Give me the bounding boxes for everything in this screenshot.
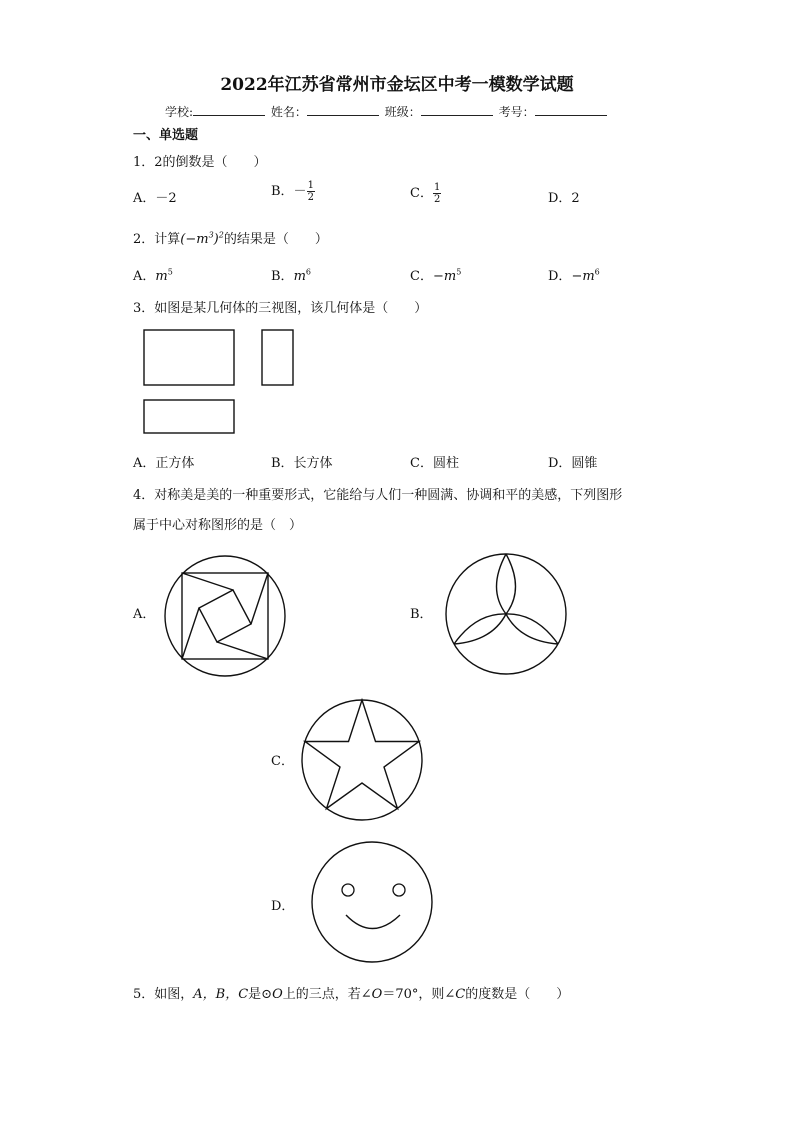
q4-option-a-figure [162, 553, 288, 679]
q4-option-c-label[interactable]: C． [271, 754, 294, 769]
q2-option-c[interactable]: C．$-m^5$ [410, 267, 462, 284]
class-label: 班级： [384, 105, 421, 119]
school-blank[interactable] [193, 103, 265, 116]
q1-option-d[interactable]: D．2 [548, 191, 580, 206]
q2-stem-suffix: 的结果是（ ） [223, 232, 328, 247]
q1-option-c[interactable] [410, 182, 441, 205]
q4-option-d-figure [310, 840, 434, 964]
student-info-line [165, 103, 609, 120]
q2-option-b[interactable]: B．$m^6$ [271, 267, 311, 284]
q2-stem-prefix: 2．计算 [133, 232, 181, 247]
outer-circle [302, 700, 422, 820]
five-point-star [305, 700, 419, 809]
q4-option-b-figure [443, 551, 569, 677]
q2-stem [133, 228, 328, 247]
exam-no-label: 考号： [498, 105, 535, 119]
q1-option-b[interactable] [271, 180, 315, 203]
q4-stem-line1: 4．对称美是美的一种重要形式，它能给与人们一种圆满、协调和平的美感，下列图形 [133, 488, 623, 503]
q4-option-b-label[interactable]: B． [410, 607, 433, 622]
inscribed-square [182, 573, 268, 659]
q4-option-d-label[interactable]: D． [271, 899, 295, 914]
q1-option-c-label: C． [410, 186, 433, 201]
q3-option-b[interactable]: B．长方体 [271, 456, 333, 471]
q2-expression: $(-m^3)^2$ [180, 230, 224, 247]
q3-stem: 3．如图是某几何体的三视图，该几何体是（ ） [133, 301, 428, 316]
q3-option-c[interactable]: C．圆柱 [410, 456, 459, 471]
name-label: 姓名： [270, 105, 307, 119]
smile-mouth [346, 915, 400, 929]
q1-option-b-label: B．－ [271, 184, 307, 199]
q3-option-a[interactable]: A．正方体 [133, 456, 195, 471]
left-eye [342, 884, 354, 896]
q4-stem-line2: 属于中心对称图形的是（ ） [133, 518, 303, 533]
face-circle [312, 842, 432, 962]
page-title: 2022年江苏省常州市金坛区中考一模数学试题 [220, 75, 574, 95]
name-blank[interactable] [307, 103, 379, 116]
q2-option-a[interactable]: A．$m^5$ [133, 267, 173, 284]
section-heading: 一、单选题 [133, 128, 199, 143]
side-view-rect [262, 330, 293, 385]
q5-stem: 5．如图，A，B，C是⊙O上的三点，若∠O＝70°，则∠C的度数是（ ） [133, 987, 570, 1002]
q1-option-c-fraction: $\frac{1}{2}$ [433, 182, 441, 205]
q4-option-c-figure [300, 698, 424, 822]
q3-option-d[interactable]: D．圆锥 [548, 456, 598, 471]
school-label: 学校: [165, 105, 194, 119]
class-blank[interactable] [421, 103, 493, 116]
front-view-rect [144, 330, 234, 385]
three-petal-arcs [454, 554, 558, 644]
q2-option-d[interactable]: D．$-m^6$ [548, 267, 600, 284]
exam-no-blank[interactable] [535, 103, 607, 116]
top-view-rect [144, 400, 234, 433]
pinwheel-lines [182, 573, 268, 659]
q1-option-b-fraction: $\frac{1}{2}$ [307, 180, 314, 203]
q4-option-a-label[interactable]: A． [133, 607, 156, 622]
q1-stem: 1．2的倒数是（ ） [133, 155, 267, 170]
right-eye [393, 884, 405, 896]
three-views-figure [140, 326, 300, 438]
q1-option-a[interactable]: A．－2 [133, 191, 177, 206]
